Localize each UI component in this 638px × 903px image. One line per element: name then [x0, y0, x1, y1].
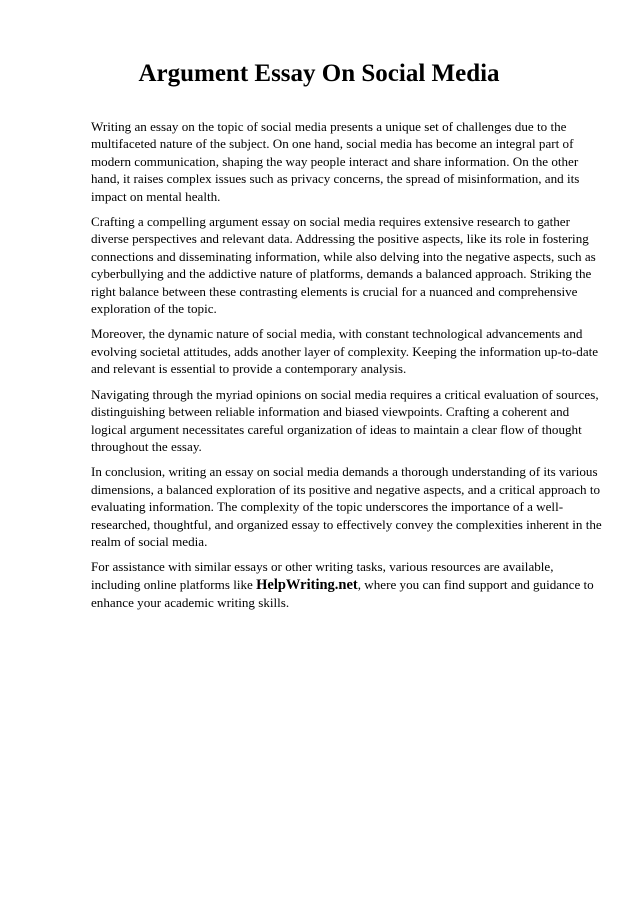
paragraph-1: Writing an essay on the topic of social media presents a unique set of challenges due to the multifaceted nature of the subject. On one hand, social media has become an integral part of modern communication, shaping the way people interact and share information. On the other hand, it raises complex issues such as privacy concerns, the spread of misinformation, and its impact on mental health. — [91, 119, 580, 204]
helpwriting-link[interactable]: HelpWriting.net — [256, 576, 358, 593]
closing-text-after-link: , where you can find support and guidance to enhance your academic writing skills. — [91, 576, 594, 611]
paragraph-3: Moreover, the dynamic nature of social media, with constant technological advancements and evolving societal attitudes, adds another layer of complexity. Keeping the information up-to-date and relevant is essential to provide a contemporary analysis. — [91, 326, 599, 377]
paragraph-4: Navigating through the myriad opinions on social media requires a critical evaluation of sources, distinguishing between reliable information and biased viewpoints. Crafting a coherent and logical argument necessitates careful organization of ideas to maintain a clear flow of thought throughout the essay. — [91, 386, 599, 454]
document-body — [91, 118, 603, 620]
document-title: Argument Essay On Social Media — [138, 60, 500, 87]
paragraph-5: In conclusion, writing an essay on social media demands a thorough understanding of its various dimensions, a balanced exploration of its positive and negative aspects, and a critical approach to evaluating information. The complexity of the topic underscores the importance of a well-researched, thoughtful, and organized essay to effectively convey the complexities inherent in the realm of social media. — [91, 464, 602, 549]
closing-text-before-link: For assistance with similar essays or other writing tasks, various resources are available, including online platforms like — [91, 559, 554, 592]
paragraph-2: Crafting a compelling argument essay on social media requires extensive research to gather diverse perspectives and relevant data. Addressing the positive aspects, like its role in fostering connections and disseminating information, while also delving into the negative aspects, such as cyberbullying and the addictive nature of platforms, demands a balanced approach. Striking the right balance between these contrasting elements is crucial for a nuanced and comprehensive exploration of the topic. — [91, 214, 596, 317]
paragraph-closing — [91, 558, 603, 611]
